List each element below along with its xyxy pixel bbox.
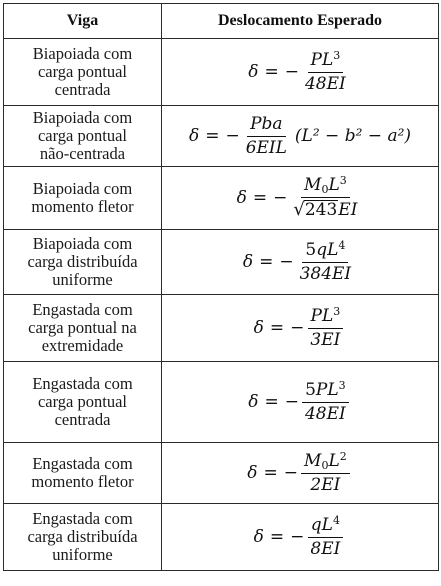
beam-type-line: momento fletor	[31, 197, 134, 216]
beam-type-line: carga pontual	[37, 62, 128, 81]
column-header-deflection: Deslocamento Esperado	[162, 4, 439, 39]
beam-type-cell	[4, 504, 162, 571]
deflection-formula	[253, 304, 347, 350]
formula-denominator: √ 243 EI	[293, 199, 358, 220]
beam-type-line: Engastada com	[32, 300, 133, 319]
formula-sign: −	[290, 527, 305, 547]
beam-type-line: carga pontual	[37, 126, 128, 145]
formula-denominator: 8EI	[310, 538, 341, 559]
beam-type-cell	[4, 230, 162, 295]
formula-fraction	[290, 176, 360, 220]
document-page	[3, 3, 438, 583]
formula-fraction	[302, 378, 349, 424]
beam-type-line: uniforme	[52, 270, 113, 289]
table-header-row	[4, 4, 439, 39]
beam-type-cell	[4, 106, 162, 167]
formula-denominator: 2EI	[310, 474, 341, 495]
formula-cell	[162, 443, 439, 504]
formula-fraction	[307, 304, 343, 350]
formula-sign: −	[279, 252, 294, 272]
beam-type-line: não-centrada	[39, 144, 126, 163]
formula-numerator: $PL^3$	[308, 307, 344, 329]
formula-equals: =	[264, 62, 279, 82]
formula-cell	[162, 106, 439, 167]
square-root: √ 243	[293, 199, 338, 220]
formula-sign: −	[273, 188, 288, 208]
formula-sign: −	[225, 126, 240, 146]
deflection-formula	[253, 513, 347, 559]
formula-equals: =	[269, 527, 285, 547]
table-row	[4, 443, 439, 504]
formula-numerator: $5PL^3$	[302, 381, 349, 403]
beam-type-line: Engastada com	[32, 374, 133, 393]
deflection-formula	[237, 176, 364, 220]
formula-denominator: 48EI	[304, 403, 346, 424]
formula-symbol: δ	[247, 463, 258, 483]
formula-numerator: $qL^4$	[308, 516, 343, 538]
deflection-formula	[242, 238, 357, 284]
formula-cell	[162, 39, 439, 106]
formula-equals: =	[269, 318, 285, 338]
formula-numerator: $M_0L^3$	[301, 176, 350, 198]
table-row	[4, 39, 439, 106]
formula-equals: =	[205, 126, 220, 146]
formula-symbol: δ	[253, 527, 264, 547]
formula-fraction	[307, 513, 343, 559]
formula-symbol: δ	[248, 62, 259, 82]
beam-type-cell	[4, 167, 162, 230]
formula-sign: −	[284, 392, 299, 412]
formula-equals: =	[252, 188, 268, 208]
beam-type-line: Biapoiada com	[32, 234, 133, 253]
beam-type-cell	[4, 443, 162, 504]
formula-numerator: $PL^3$	[308, 51, 344, 73]
formula-sign: −	[290, 318, 305, 338]
formula-equals: =	[263, 463, 278, 483]
table-row	[4, 167, 439, 230]
beam-type-line: carga distribuída	[27, 527, 138, 546]
formula-fraction	[297, 238, 355, 284]
formula-symbol: δ	[188, 126, 200, 146]
beam-type-line: carga pontual na	[28, 318, 137, 337]
formula-symbol: δ	[236, 188, 247, 208]
table-row	[4, 504, 439, 571]
column-header-beam: Viga	[4, 4, 162, 39]
formula-fraction	[301, 449, 350, 495]
formula-denominator: 3EI	[310, 329, 341, 350]
beam-type-line: carga pontual	[37, 392, 128, 411]
formula-equals: =	[259, 252, 274, 272]
formula-denominator: 384EI	[299, 263, 352, 284]
beam-type-line: carga distribuída	[27, 252, 138, 271]
formula-cell	[162, 362, 439, 443]
beam-type-line: extremidade	[41, 336, 124, 355]
formula-equals: =	[264, 392, 279, 412]
beam-type-cell	[4, 39, 162, 106]
table-row	[4, 295, 439, 362]
formula-sign: −	[283, 463, 299, 483]
table-row	[4, 106, 439, 167]
formula-sign: −	[284, 62, 299, 82]
formula-symbol: δ	[248, 392, 259, 412]
deflection-formula	[247, 449, 352, 495]
beam-type-cell	[4, 362, 162, 443]
deflection-table	[3, 3, 439, 571]
formula-denominator: 48EI	[304, 73, 346, 94]
formula-fraction	[302, 48, 349, 94]
deflection-formula	[248, 48, 352, 94]
formula-numerator: $M_0L^2$	[301, 452, 350, 474]
beam-type-line: Biapoiada com	[32, 108, 133, 127]
formula-fraction	[243, 115, 290, 158]
formula-symbol: δ	[242, 252, 254, 272]
formula-tail: (L² − b² − a²)	[294, 126, 412, 146]
formula-denominator: 6EIL	[245, 137, 287, 158]
beam-type-line: Biapoiada com	[32, 44, 133, 63]
beam-type-line: uniforme	[52, 545, 113, 564]
formula-numerator: Pba	[247, 115, 285, 137]
table-row	[4, 230, 439, 295]
deflection-formula	[189, 115, 411, 158]
beam-type-line: centrada	[54, 80, 111, 99]
formula-cell	[162, 504, 439, 571]
beam-type-line: Engastada com	[32, 454, 133, 473]
beam-type-line: Engastada com	[32, 509, 133, 528]
beam-type-line: momento fletor	[31, 472, 134, 491]
formula-cell	[162, 167, 439, 230]
beam-type-cell	[4, 295, 162, 362]
beam-type-line: centrada	[54, 410, 111, 429]
formula-symbol: δ	[253, 318, 264, 338]
table-row	[4, 362, 439, 443]
deflection-formula	[248, 378, 352, 424]
formula-cell	[162, 230, 439, 295]
formula-numerator: $5qL^4$	[302, 241, 348, 263]
formula-cell	[162, 295, 439, 362]
beam-type-line: Biapoiada com	[32, 179, 133, 198]
